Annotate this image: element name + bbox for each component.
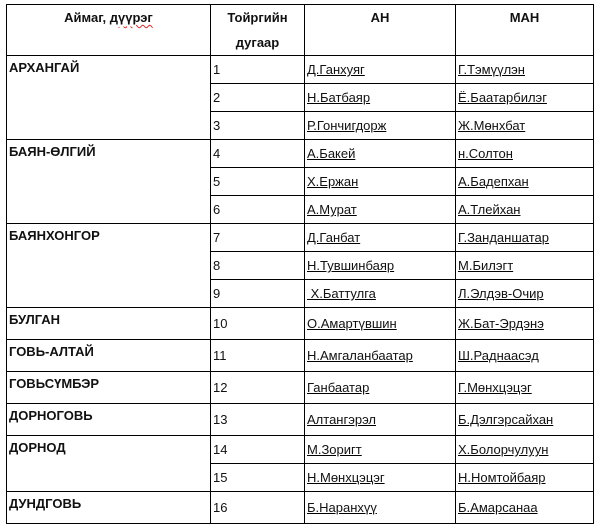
man-candidate-name: Ё.Баатарбилэг <box>458 90 547 105</box>
an-candidate-cell <box>305 372 456 404</box>
man-candidate-cell <box>456 252 594 280</box>
table-row <box>7 308 594 340</box>
district-number-cell: 6 <box>211 196 305 224</box>
province-cell: ДОРНОГОВЬ <box>7 404 211 436</box>
table-row <box>7 492 594 524</box>
man-candidate-name: А.Тлейхан <box>458 202 521 217</box>
header-district-number-line2: дугаар <box>211 30 305 56</box>
district-number-cell: 5 <box>211 168 305 196</box>
province-cell: АРХАНГАЙ <box>7 56 211 140</box>
province-cell: ДОРНОД <box>7 436 211 492</box>
an-candidate-cell <box>305 280 456 308</box>
man-candidate-cell <box>456 308 594 340</box>
man-candidate-name: М.Билэгт <box>458 258 514 273</box>
candidates-table-wrapper <box>6 4 594 524</box>
an-candidate-name: А.Бакей <box>307 146 356 161</box>
an-candidate-name: А.Мурат <box>307 202 357 217</box>
province-cell: ДУНДГОВЬ <box>7 492 211 524</box>
an-candidate-cell <box>305 224 456 252</box>
an-candidate-name: Д.Ганхуяг <box>307 62 365 77</box>
an-candidate-cell <box>305 112 456 140</box>
an-candidate-name: Р.Гончигдорж <box>307 118 387 133</box>
district-number-cell: 7 <box>211 224 305 252</box>
man-candidate-cell <box>456 372 594 404</box>
man-candidate-name: Х.Болорчулуун <box>458 442 549 457</box>
man-candidate-cell <box>456 404 594 436</box>
district-number-cell: 10 <box>211 308 305 340</box>
man-candidate-cell <box>456 436 594 464</box>
an-candidate-cell <box>305 168 456 196</box>
man-candidate-name: Ж.Бат-Эрдэнэ <box>458 316 544 331</box>
table-body <box>7 56 594 524</box>
an-candidate-name: Х.Ержан <box>307 174 359 189</box>
district-number-cell: 9 <box>211 280 305 308</box>
man-candidate-cell <box>456 464 594 492</box>
an-candidate-cell <box>305 140 456 168</box>
man-candidate-name: Б.Дэлгэрсайхан <box>458 412 554 427</box>
district-number-cell: 12 <box>211 372 305 404</box>
header-district-text: дүүрэг <box>109 10 153 25</box>
table-row <box>7 140 594 168</box>
candidates-table <box>6 4 594 524</box>
an-candidate-cell <box>305 464 456 492</box>
header-empty <box>305 30 456 56</box>
table-row <box>7 56 594 84</box>
an-candidate-name: Н.Тувшинбаяр <box>307 258 395 273</box>
man-candidate-cell <box>456 492 594 524</box>
man-candidate-cell <box>456 140 594 168</box>
an-candidate-cell <box>305 436 456 464</box>
man-candidate-name: Ш.Раднаасэд <box>458 348 539 363</box>
an-candidate-cell <box>305 56 456 84</box>
province-cell: БАЯНХОНГОР <box>7 224 211 308</box>
district-number-cell: 13 <box>211 404 305 436</box>
man-candidate-name: Г.Занданшатар <box>458 230 549 245</box>
district-number-cell: 14 <box>211 436 305 464</box>
province-cell: БАЯН-ӨЛГИЙ <box>7 140 211 224</box>
an-candidate-name: Б.Наранхүү <box>307 500 377 515</box>
man-candidate-name: Б.Амарсанаа <box>458 500 538 515</box>
man-candidate-name: Г.Мөнхцэцэг <box>458 380 532 395</box>
district-number-cell: 16 <box>211 492 305 524</box>
header-empty <box>7 30 211 56</box>
header-district-number-line1: Тойргийн <box>211 5 305 31</box>
man-candidate-cell <box>456 340 594 372</box>
an-candidate-name: Н.Мөнхцэцэг <box>307 470 385 485</box>
district-number-cell: 3 <box>211 112 305 140</box>
man-candidate-name: н.Солтон <box>458 146 513 161</box>
an-candidate-name: О.Амартүвшин <box>307 316 397 331</box>
an-candidate-name: Н.Батбаяр <box>307 90 371 105</box>
header-province <box>7 5 211 31</box>
an-candidate-name: Алтангэрэл <box>307 412 377 427</box>
man-candidate-cell <box>456 84 594 112</box>
man-candidate-cell <box>456 224 594 252</box>
district-number-cell: 11 <box>211 340 305 372</box>
an-candidate-cell <box>305 84 456 112</box>
district-number-cell: 1 <box>211 56 305 84</box>
table-row <box>7 224 594 252</box>
man-candidate-name: А.Бадепхан <box>458 174 529 189</box>
table-row <box>7 404 594 436</box>
district-number-cell: 8 <box>211 252 305 280</box>
an-candidate-name: Н.Амгаланбаатар <box>307 348 413 363</box>
table-header <box>7 5 594 56</box>
man-candidate-name: Г.Тэмүүлэн <box>458 62 525 77</box>
province-cell: ГОВЬСҮМБЭР <box>7 372 211 404</box>
an-candidate-cell <box>305 404 456 436</box>
table-row <box>7 340 594 372</box>
header-province-text: Аймаг, <box>64 10 110 25</box>
man-candidate-name: Л.Элдэв-Очир <box>458 286 544 301</box>
header-an: АН <box>305 5 456 31</box>
an-candidate-cell <box>305 492 456 524</box>
an-candidate-name: М.Зоригт <box>307 442 362 457</box>
an-candidate-cell <box>305 252 456 280</box>
an-candidate-cell <box>305 196 456 224</box>
an-candidate-cell <box>305 308 456 340</box>
an-candidate-name: Ганбаатар <box>307 380 370 395</box>
table-row <box>7 372 594 404</box>
man-candidate-name: Ж.Мөнхбат <box>458 118 526 133</box>
an-candidate-name: Х.Баттулга <box>307 286 376 301</box>
man-candidate-cell <box>456 280 594 308</box>
district-number-cell: 2 <box>211 84 305 112</box>
an-candidate-cell <box>305 340 456 372</box>
header-empty <box>456 30 594 56</box>
province-cell: ГОВЬ-АЛТАЙ <box>7 340 211 372</box>
province-cell: БУЛГАН <box>7 308 211 340</box>
man-candidate-cell <box>456 112 594 140</box>
man-candidate-cell <box>456 56 594 84</box>
district-number-cell: 15 <box>211 464 305 492</box>
man-candidate-cell <box>456 196 594 224</box>
district-number-cell: 4 <box>211 140 305 168</box>
table-row <box>7 436 594 464</box>
an-candidate-name: Д.Ганбат <box>307 230 361 245</box>
header-man: МАН <box>456 5 594 31</box>
man-candidate-cell <box>456 168 594 196</box>
man-candidate-name: Н.Номтойбаяр <box>458 470 546 485</box>
